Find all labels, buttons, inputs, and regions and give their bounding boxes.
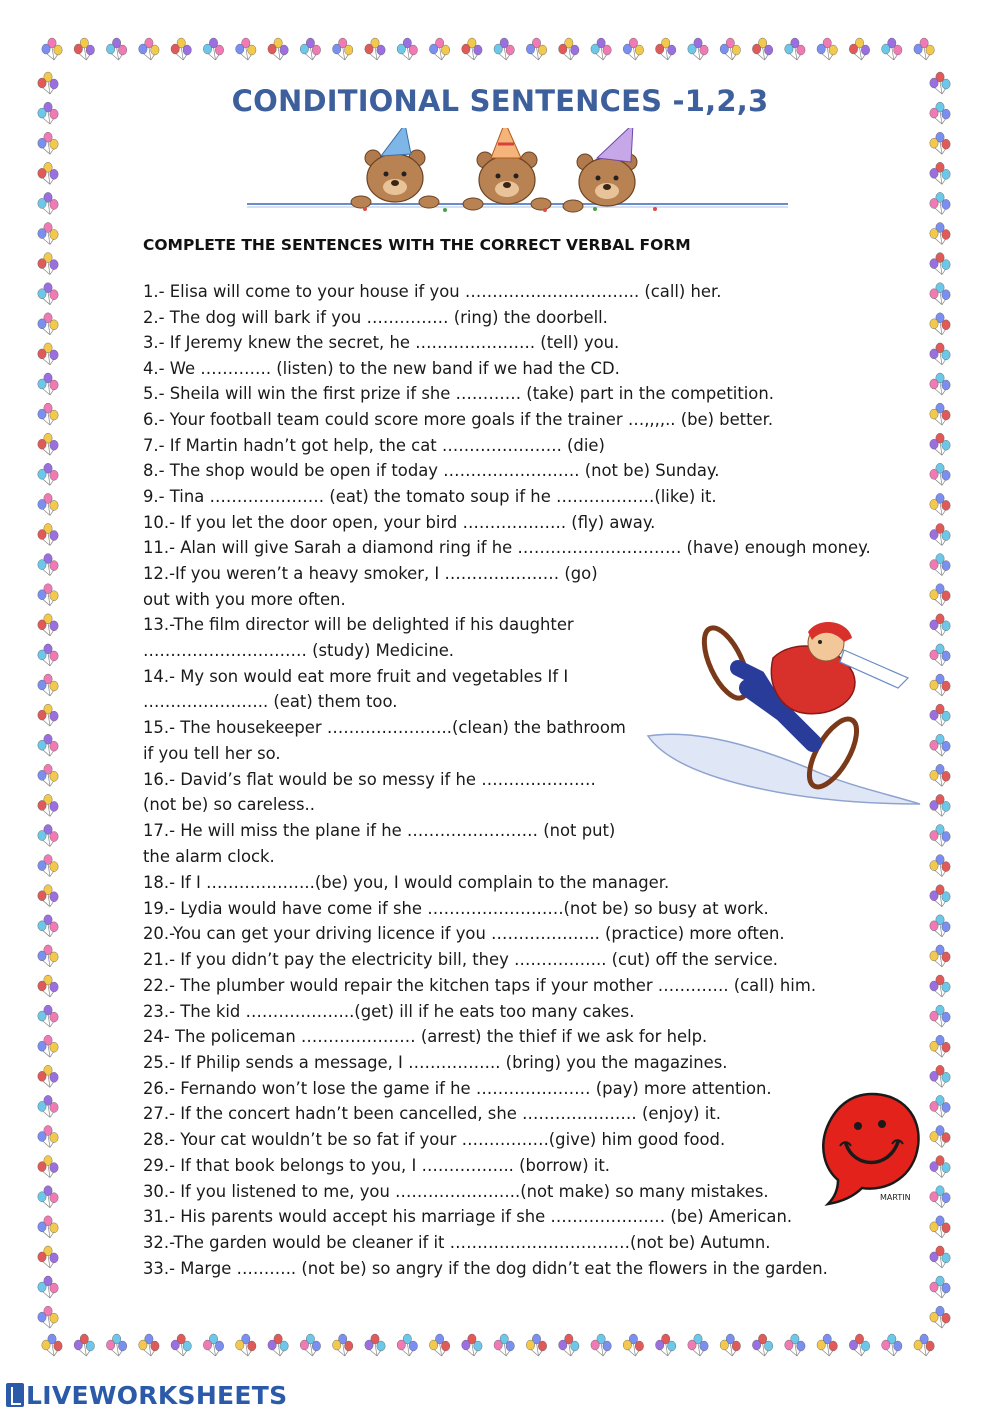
balloon-cluster: [38, 283, 58, 305]
balloon-cluster: [38, 313, 58, 335]
balloon-cluster: [38, 253, 58, 275]
balloon-cluster: [930, 132, 950, 154]
balloon-cluster: [38, 403, 58, 425]
balloon-cluster: [591, 38, 611, 60]
balloon-cluster: [930, 1156, 950, 1178]
balloon-cluster: [38, 1186, 58, 1208]
exercise-line: 10.- If you let the door open, your bird ………………. (fly) away.: [143, 513, 656, 532]
exercise-line: if you tell her so.: [143, 744, 281, 763]
balloon-cluster: [74, 38, 94, 60]
balloon-cluster: [333, 1334, 353, 1356]
balloon-cluster: [930, 825, 950, 847]
exercise-line: 16.- David’s flat would be so messy if he …………………: [143, 770, 596, 789]
balloon-cluster: [38, 162, 58, 184]
balloon-cluster: [656, 38, 676, 60]
balloon-cluster: [38, 132, 58, 154]
balloon-cluster: [882, 1334, 902, 1356]
balloon-cluster: [38, 1095, 58, 1117]
exercise-line: 21.- If you didn’t pay the electricity bill, they …………….. (cut) off the service.: [143, 950, 779, 969]
balloon-cluster: [203, 38, 223, 60]
balloon-cluster: [300, 38, 320, 60]
exercise-line: 32.-The garden would be cleaner if it ……………………………(not be) Autumn.: [143, 1233, 771, 1252]
balloon-cluster: [930, 433, 950, 455]
exercise-line: 2.- The dog will bark if you …………… (ring) the doorbell.: [143, 308, 608, 327]
balloon-cluster: [171, 1334, 191, 1356]
balloon-cluster: [930, 283, 950, 305]
exercise-line: the alarm clock.: [143, 847, 275, 866]
balloon-cluster: [930, 734, 950, 756]
balloon-cluster: [203, 1334, 223, 1356]
balloon-cluster: [930, 945, 950, 967]
balloon-cluster: [930, 1005, 950, 1027]
exercise-line: 18.- If I ………………..(be) you, I would complain to the manager.: [143, 873, 670, 892]
brand-mark-icon: [6, 1383, 24, 1407]
balloon-cluster: [139, 38, 159, 60]
balloon-cluster: [914, 38, 934, 60]
exercise-line: 5.- Sheila will win the first prize if she ………… (take) part in the competition.: [143, 384, 774, 403]
exercise-line: 14.- My son would eat more fruit and vegetables If I: [143, 667, 569, 686]
balloon-cluster: [38, 945, 58, 967]
balloon-cluster: [930, 1065, 950, 1087]
balloon-cluster: [623, 1334, 643, 1356]
balloon-cluster: [38, 223, 58, 245]
balloon-cluster: [785, 1334, 805, 1356]
exercise-line: 4.- We …………. (listen) to the new band if we had the CD.: [143, 359, 620, 378]
balloon-cluster: [930, 644, 950, 666]
exercise-line: 15.- The housekeeper …………………..(clean) the bathroom: [143, 718, 626, 737]
exercise-line: 25.- If Philip sends a message, I …………….. (bring) you the magazines.: [143, 1053, 728, 1072]
balloon-cluster: [930, 1246, 950, 1268]
exercise-line: (not be) so careless..: [143, 795, 315, 814]
balloon-cluster: [930, 524, 950, 546]
balloon-cluster: [656, 1334, 676, 1356]
balloon-cluster: [74, 1334, 94, 1356]
balloon-cluster: [171, 38, 191, 60]
balloon-cluster: [106, 1334, 126, 1356]
balloon-cluster: [38, 825, 58, 847]
balloon-cluster: [930, 192, 950, 214]
balloon-cluster: [397, 1334, 417, 1356]
balloon-cluster: [930, 975, 950, 997]
balloon-cluster: [38, 855, 58, 877]
balloon-cluster: [38, 433, 58, 455]
balloon-cluster: [38, 192, 58, 214]
balloon-cluster: [333, 38, 353, 60]
exercise-line: 3.- If Jeremy knew the secret, he …………………. (tell) you.: [143, 333, 620, 352]
balloon-cluster: [38, 1156, 58, 1178]
balloon-cluster: [914, 1334, 934, 1356]
balloon-cluster: [365, 1334, 385, 1356]
exercise-line: 12.-If you weren’t a heavy smoker, I ………………… (go): [143, 564, 598, 583]
balloon-cluster: [38, 373, 58, 395]
brand-name: LIVEWORKSHEETS: [26, 1380, 288, 1410]
exercise-line: 19.- Lydia would have come if she …………………….(not be) so busy at work.: [143, 899, 769, 918]
balloon-cluster: [268, 1334, 288, 1356]
balloon-cluster: [106, 38, 126, 60]
balloon-cluster: [930, 343, 950, 365]
exercise-line: 9.- Tina ………………… (eat) the tomato soup if he ………………(like) it.: [143, 487, 717, 506]
balloon-cluster: [930, 885, 950, 907]
balloon-cluster: [930, 493, 950, 515]
balloon-cluster: [688, 38, 708, 60]
exercise-line: 29.- If that book belongs to you, I …………….. (borrow) it.: [143, 1156, 610, 1175]
balloon-cluster: [526, 1334, 546, 1356]
balloon-cluster: [268, 38, 288, 60]
smiley-illustration: [818, 1088, 926, 1206]
exercise-line: 7.- If Martin hadn’t got help, the cat …………………. (die): [143, 436, 605, 455]
balloon-cluster: [38, 1005, 58, 1027]
balloon-cluster: [930, 1276, 950, 1298]
page-title: CONDITIONAL SENTENCES -1,2,3: [231, 84, 769, 118]
exercise-line: 33.- Marge ……….. (not be) so angry if the dog didn’t eat the flowers in the garden.: [143, 1259, 828, 1278]
balloon-cluster: [930, 313, 950, 335]
balloon-cluster: [236, 1334, 256, 1356]
balloon-cluster: [930, 704, 950, 726]
balloon-cluster: [591, 1334, 611, 1356]
balloon-cluster: [720, 38, 740, 60]
balloon-cluster: [817, 1334, 837, 1356]
liveworksheets-logo[interactable]: [6, 1380, 287, 1410]
balloon-cluster: [849, 38, 869, 60]
balloon-cluster: [236, 38, 256, 60]
exercise-line: 1.- Elisa will come to your house if you ………………………….. (call) her.: [143, 282, 722, 301]
balloon-cluster: [38, 1216, 58, 1238]
balloon-cluster: [494, 1334, 514, 1356]
exercise-line: ………………………… (study) Medicine.: [143, 641, 455, 660]
exercise-line: out with you more often.: [143, 590, 346, 609]
balloon-cluster: [930, 162, 950, 184]
balloon-cluster: [429, 38, 449, 60]
balloon-cluster: [930, 1095, 950, 1117]
balloon-cluster: [38, 734, 58, 756]
balloon-cluster: [365, 38, 385, 60]
balloon-cluster: [397, 38, 417, 60]
exercise-line: 22.- The plumber would repair the kitchen taps if your mother …………. (call) him.: [143, 976, 817, 995]
balloon-cluster: [930, 1306, 950, 1328]
balloon-cluster: [38, 463, 58, 485]
exercise-line: 26.- Fernando won’t lose the game if he ………………… (pay) more attention.: [143, 1079, 772, 1098]
balloon-cluster: [38, 1035, 58, 1057]
balloon-cluster: [38, 1276, 58, 1298]
balloon-cluster: [930, 764, 950, 786]
balloon-cluster: [623, 38, 643, 60]
balloon-cluster: [429, 1334, 449, 1356]
exercise-line: ………………….. (eat) them too.: [143, 692, 398, 711]
balloon-cluster: [930, 915, 950, 937]
balloon-cluster: [559, 38, 579, 60]
balloon-cluster: [752, 38, 772, 60]
balloon-cluster: [930, 1126, 950, 1148]
balloon-cluster: [38, 524, 58, 546]
exercise-line: 24- The policeman ………………… (arrest) the thief if we ask for help.: [143, 1027, 708, 1046]
balloon-cluster: [526, 38, 546, 60]
balloon-cluster: [42, 1334, 62, 1356]
balloon-cluster: [930, 794, 950, 816]
balloon-cluster: [930, 1216, 950, 1238]
balloon-cluster: [930, 373, 950, 395]
balloon-cluster: [38, 794, 58, 816]
balloon-cluster: [462, 38, 482, 60]
balloon-cluster: [494, 38, 514, 60]
balloon-cluster: [38, 1126, 58, 1148]
balloon-cluster: [930, 1186, 950, 1208]
balloon-cluster: [38, 554, 58, 576]
exercise-line: 8.- The shop would be open if today ……………………. (not be) Sunday.: [143, 461, 720, 480]
balloon-cluster: [930, 223, 950, 245]
balloon-cluster: [930, 674, 950, 696]
balloon-cluster: [38, 584, 58, 606]
balloon-cluster: [38, 1065, 58, 1087]
balloon-cluster: [930, 614, 950, 636]
balloon-cluster: [930, 584, 950, 606]
balloon-cluster: [930, 554, 950, 576]
instruction-heading: COMPLETE THE SENTENCES WITH THE CORRECT VERBAL FORM: [143, 236, 691, 254]
balloon-cluster: [38, 885, 58, 907]
balloon-cluster: [882, 38, 902, 60]
balloon-cluster: [720, 1334, 740, 1356]
balloon-cluster: [38, 674, 58, 696]
balloon-cluster: [38, 493, 58, 515]
balloon-cluster: [930, 855, 950, 877]
exercise-line: 17.- He will miss the plane if he …………………… (not put): [143, 821, 616, 840]
balloon-cluster: [930, 1035, 950, 1057]
balloon-cluster: [42, 38, 62, 60]
exercise-line: 27.- If the concert hadn’t been cancelled, she ………………… (enjoy) it.: [143, 1104, 721, 1123]
balloon-cluster: [559, 1334, 579, 1356]
exercise-line: 6.- Your football team could score more goals if the trainer …,,,,.. (be) better.: [143, 410, 774, 429]
balloon-cluster: [462, 1334, 482, 1356]
exercise-line: 11.- Alan will give Sarah a diamond ring if he ………………………… (have) enough money.: [143, 538, 871, 557]
balloon-cluster: [817, 38, 837, 60]
balloon-cluster: [38, 343, 58, 365]
balloon-cluster: [930, 253, 950, 275]
balloon-cluster: [38, 1306, 58, 1328]
balloon-cluster: [38, 764, 58, 786]
balloon-cluster: [930, 403, 950, 425]
balloon-cluster: [849, 1334, 869, 1356]
smiley-signature: MARTIN: [880, 1193, 911, 1202]
exercise-line: 13.-The film director will be delighted if his daughter: [143, 615, 574, 634]
exercise-line: 23.- The kid ………………..(get) ill if he eats too many cakes.: [143, 1002, 635, 1021]
exercise-line: 31.- His parents would accept his marriage if she ………………… (be) American.: [143, 1207, 793, 1226]
balloon-cluster: [300, 1334, 320, 1356]
balloon-cluster: [38, 975, 58, 997]
balloon-cluster: [752, 1334, 772, 1356]
exercise-line: 28.- Your cat wouldn’t be so fat if your …………….(give) him good food.: [143, 1130, 726, 1149]
balloon-cluster: [139, 1334, 159, 1356]
balloon-cluster: [38, 614, 58, 636]
balloon-cluster: [38, 1246, 58, 1268]
snowshoe-boy-illustration: [608, 618, 926, 823]
balloon-cluster: [38, 704, 58, 726]
balloon-cluster: [785, 38, 805, 60]
balloon-cluster: [38, 644, 58, 666]
bears-illustration: [245, 128, 790, 214]
balloon-cluster: [930, 463, 950, 485]
balloon-cluster: [688, 1334, 708, 1356]
exercise-line: 20.-You can get your driving licence if you ……………….. (practice) more often.: [143, 924, 785, 943]
exercise-line: 30.- If you listened to me, you …………………..(not make) so many mistakes.: [143, 1182, 769, 1201]
balloon-cluster: [38, 915, 58, 937]
